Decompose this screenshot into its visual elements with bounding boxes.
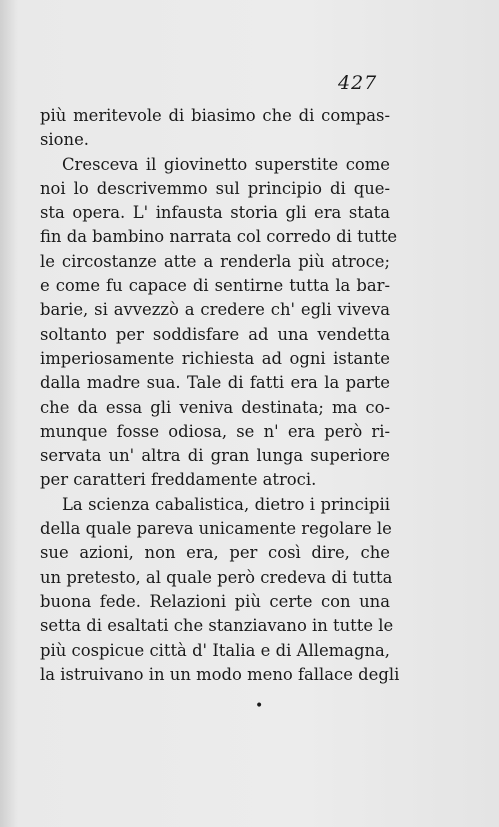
text-line: la istruivano in un modo meno fallace degli — [40, 664, 400, 684]
text-line: che da essa gli veniva destinata; ma co- — [40, 397, 390, 417]
text-line: Cresceva il giovinetto superstite come — [62, 154, 390, 174]
text-line: della quale pareva unicamente regolare le — [40, 519, 392, 539]
text-line: servata un' altra di gran lunga superiore — [40, 446, 390, 466]
text-line: soltanto per soddisfare ad una vendetta — [40, 324, 390, 344]
text-line: munque fosse odiosa, se n' era però ri- — [40, 421, 390, 441]
text-line: La scienza cabalistica, dietro i principii — [62, 494, 390, 514]
text-line: sue azioni, non era, per così dire, che — [40, 543, 390, 563]
text-line: noi lo descrivemmo sul principio di que- — [40, 178, 390, 198]
text-line: e come fu capace di sentirne tutta la bar- — [40, 276, 390, 296]
text-line: imperiosamente richiesta ad ogni istante — [40, 348, 390, 368]
text-line: setta di esaltati che stanziavano in tutte le — [40, 616, 394, 636]
ink-mark: • — [255, 698, 264, 714]
text-line: sione. — [40, 130, 89, 150]
text-line: dalla madre sua. Tale di fatti era la parte — [40, 373, 390, 393]
text-line: fin da bambino narrata col corredo di tutte — [40, 227, 398, 247]
text-line: più cospicue città d' Italia e di Allemagna, — [40, 640, 390, 660]
text-line: barie, si avvezzò a credere ch' egli viveva — [40, 300, 390, 320]
body-text — [40, 104, 400, 687]
text-line: per caratteri freddamente atroci. — [40, 470, 317, 490]
text-line: più meritevole di biasimo che di compas- — [40, 106, 390, 125]
text-line: un pretesto, al quale però credeva di tutta — [40, 567, 393, 587]
page-number: 427 — [338, 72, 378, 94]
text-line: buona fede. Relazioni più certe con una — [40, 591, 390, 611]
text-line: sta opera. L' infausta storia gli era stata — [40, 203, 390, 223]
text-line: le circostanze atte a renderla più atroce; — [40, 251, 390, 271]
